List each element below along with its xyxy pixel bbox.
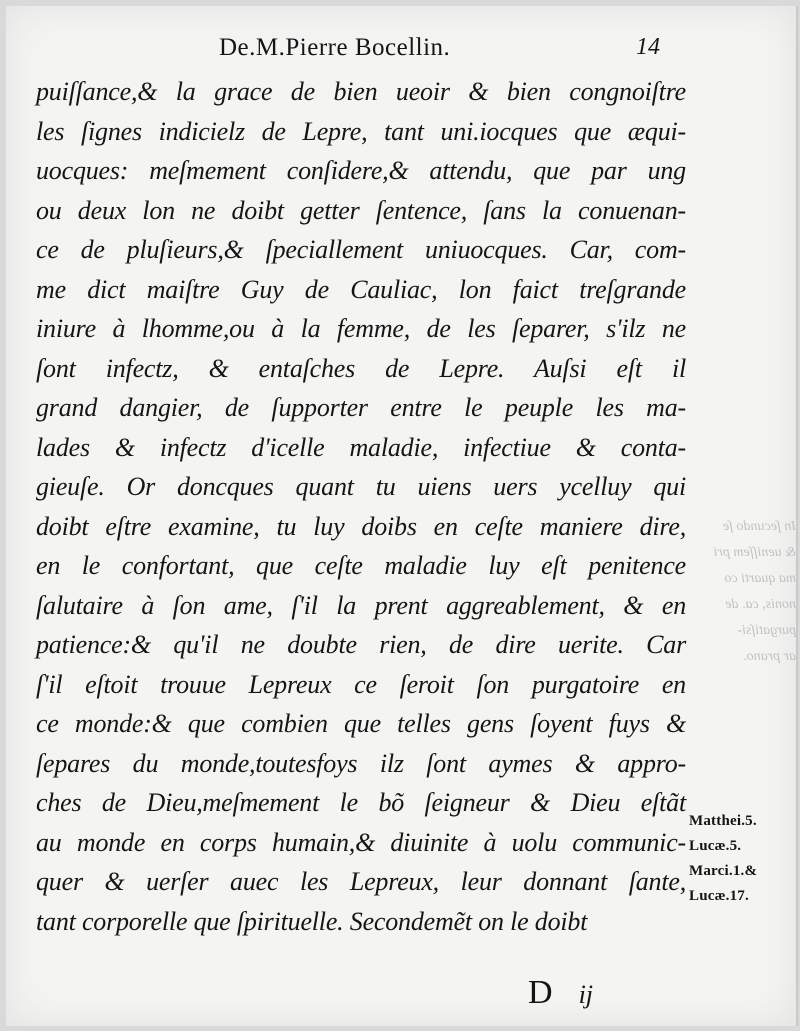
show-through-line: In ſecundo ſe [722,519,796,534]
margin-note: Marci.1.& [689,863,758,879]
text-line: me dict maiſtre Guy de Cauliac, lon faict treſgrande [36,274,686,304]
show-through-line: ma quarti co [724,571,796,586]
running-head: De.M.Pierre Bocellin. [219,34,451,61]
text-line: quer & uerſer auec les Lepreux, leur donnant ſante, [36,867,686,896]
text-line: lades & infectz d'icelle maladie, infectiue & conta- [36,432,686,462]
text-line: ce de pluſieurs,& ſpeciallement uniuocques. Car, com- [36,235,686,264]
show-through-text [684,514,796,670]
margin-note: Lucæ.17. [689,888,749,904]
signature-number: ij [578,980,594,1009]
text-line: ce monde:& que combien que telles gens ſoyent fuys & [36,709,686,738]
text-line: iniure à lhomme,ou à la femme, de les ſeparer, s'ilz ne [36,314,686,343]
text-line: au monde en corps humain,& diuinite à uolu communic- [36,827,686,857]
book-page [6,6,798,1026]
margin-note: Matthei.5. [689,813,757,829]
text-line: ou deux lon ne doibt getter ſentence, ſans la conuenan- [36,195,686,225]
text-line: ſont infectz, & entaſches de Lepre. Auſsi eſt il [36,353,686,383]
show-through-line: & ueniſſem pri [713,545,796,560]
text-line: uocques: meſmement conſidere,& attendu, que par ung [36,156,686,185]
page-header [6,34,796,66]
margin-notes [689,809,793,909]
text-line: ſepares du monde,toutesfoys ilz ſont aymes & appro- [36,748,686,778]
show-through-line: ar prano. [743,649,796,664]
text-line: patience:& qu'il ne doubte rien, de dire uerite. Car [36,630,686,659]
text-line: puiſſance,& la grace de bien ueoir & bien congnoiſtre [36,77,686,106]
text-line: doibt eſtre examine, tu luy doibs en ceſte maniere dire, [36,511,686,541]
text-line: grand dangier, de ſupporter entre le peuple les ma- [36,393,686,422]
text-line: en le confortant, que ceſte maladie luy eſt penitence [36,551,686,580]
text-line: tant corporelle que ſpirituelle. Secondemẽt on le doibt [36,906,588,936]
signature-letter: D [528,974,553,1011]
margin-note: Lucæ.5. [689,838,742,854]
text-line: gieuſe. Or doncques quant tu uiens uers ycelluy qui [36,472,686,501]
text-line: ſ'il eſtoit trouue Lepreux ce ſeroit ſon purgatoire en [36,669,686,699]
text-line: ſalutaire à ſon ame, ſ'il la prent aggreablement, & en [36,590,686,620]
text-line: les ſignes indicielz de Lepre, tant uni.iocques que æqui- [36,116,686,146]
body-text [36,72,686,941]
signature-mark [528,974,593,1012]
folio-number: 14 [636,34,660,60]
text-line: ches de Dieu,meſmement le bõ ſeigneur & Dieu eſtãt [36,788,686,817]
show-through-line: nonis, ca. de [725,597,796,612]
show-through-line: purgatiſsi- [737,623,796,638]
